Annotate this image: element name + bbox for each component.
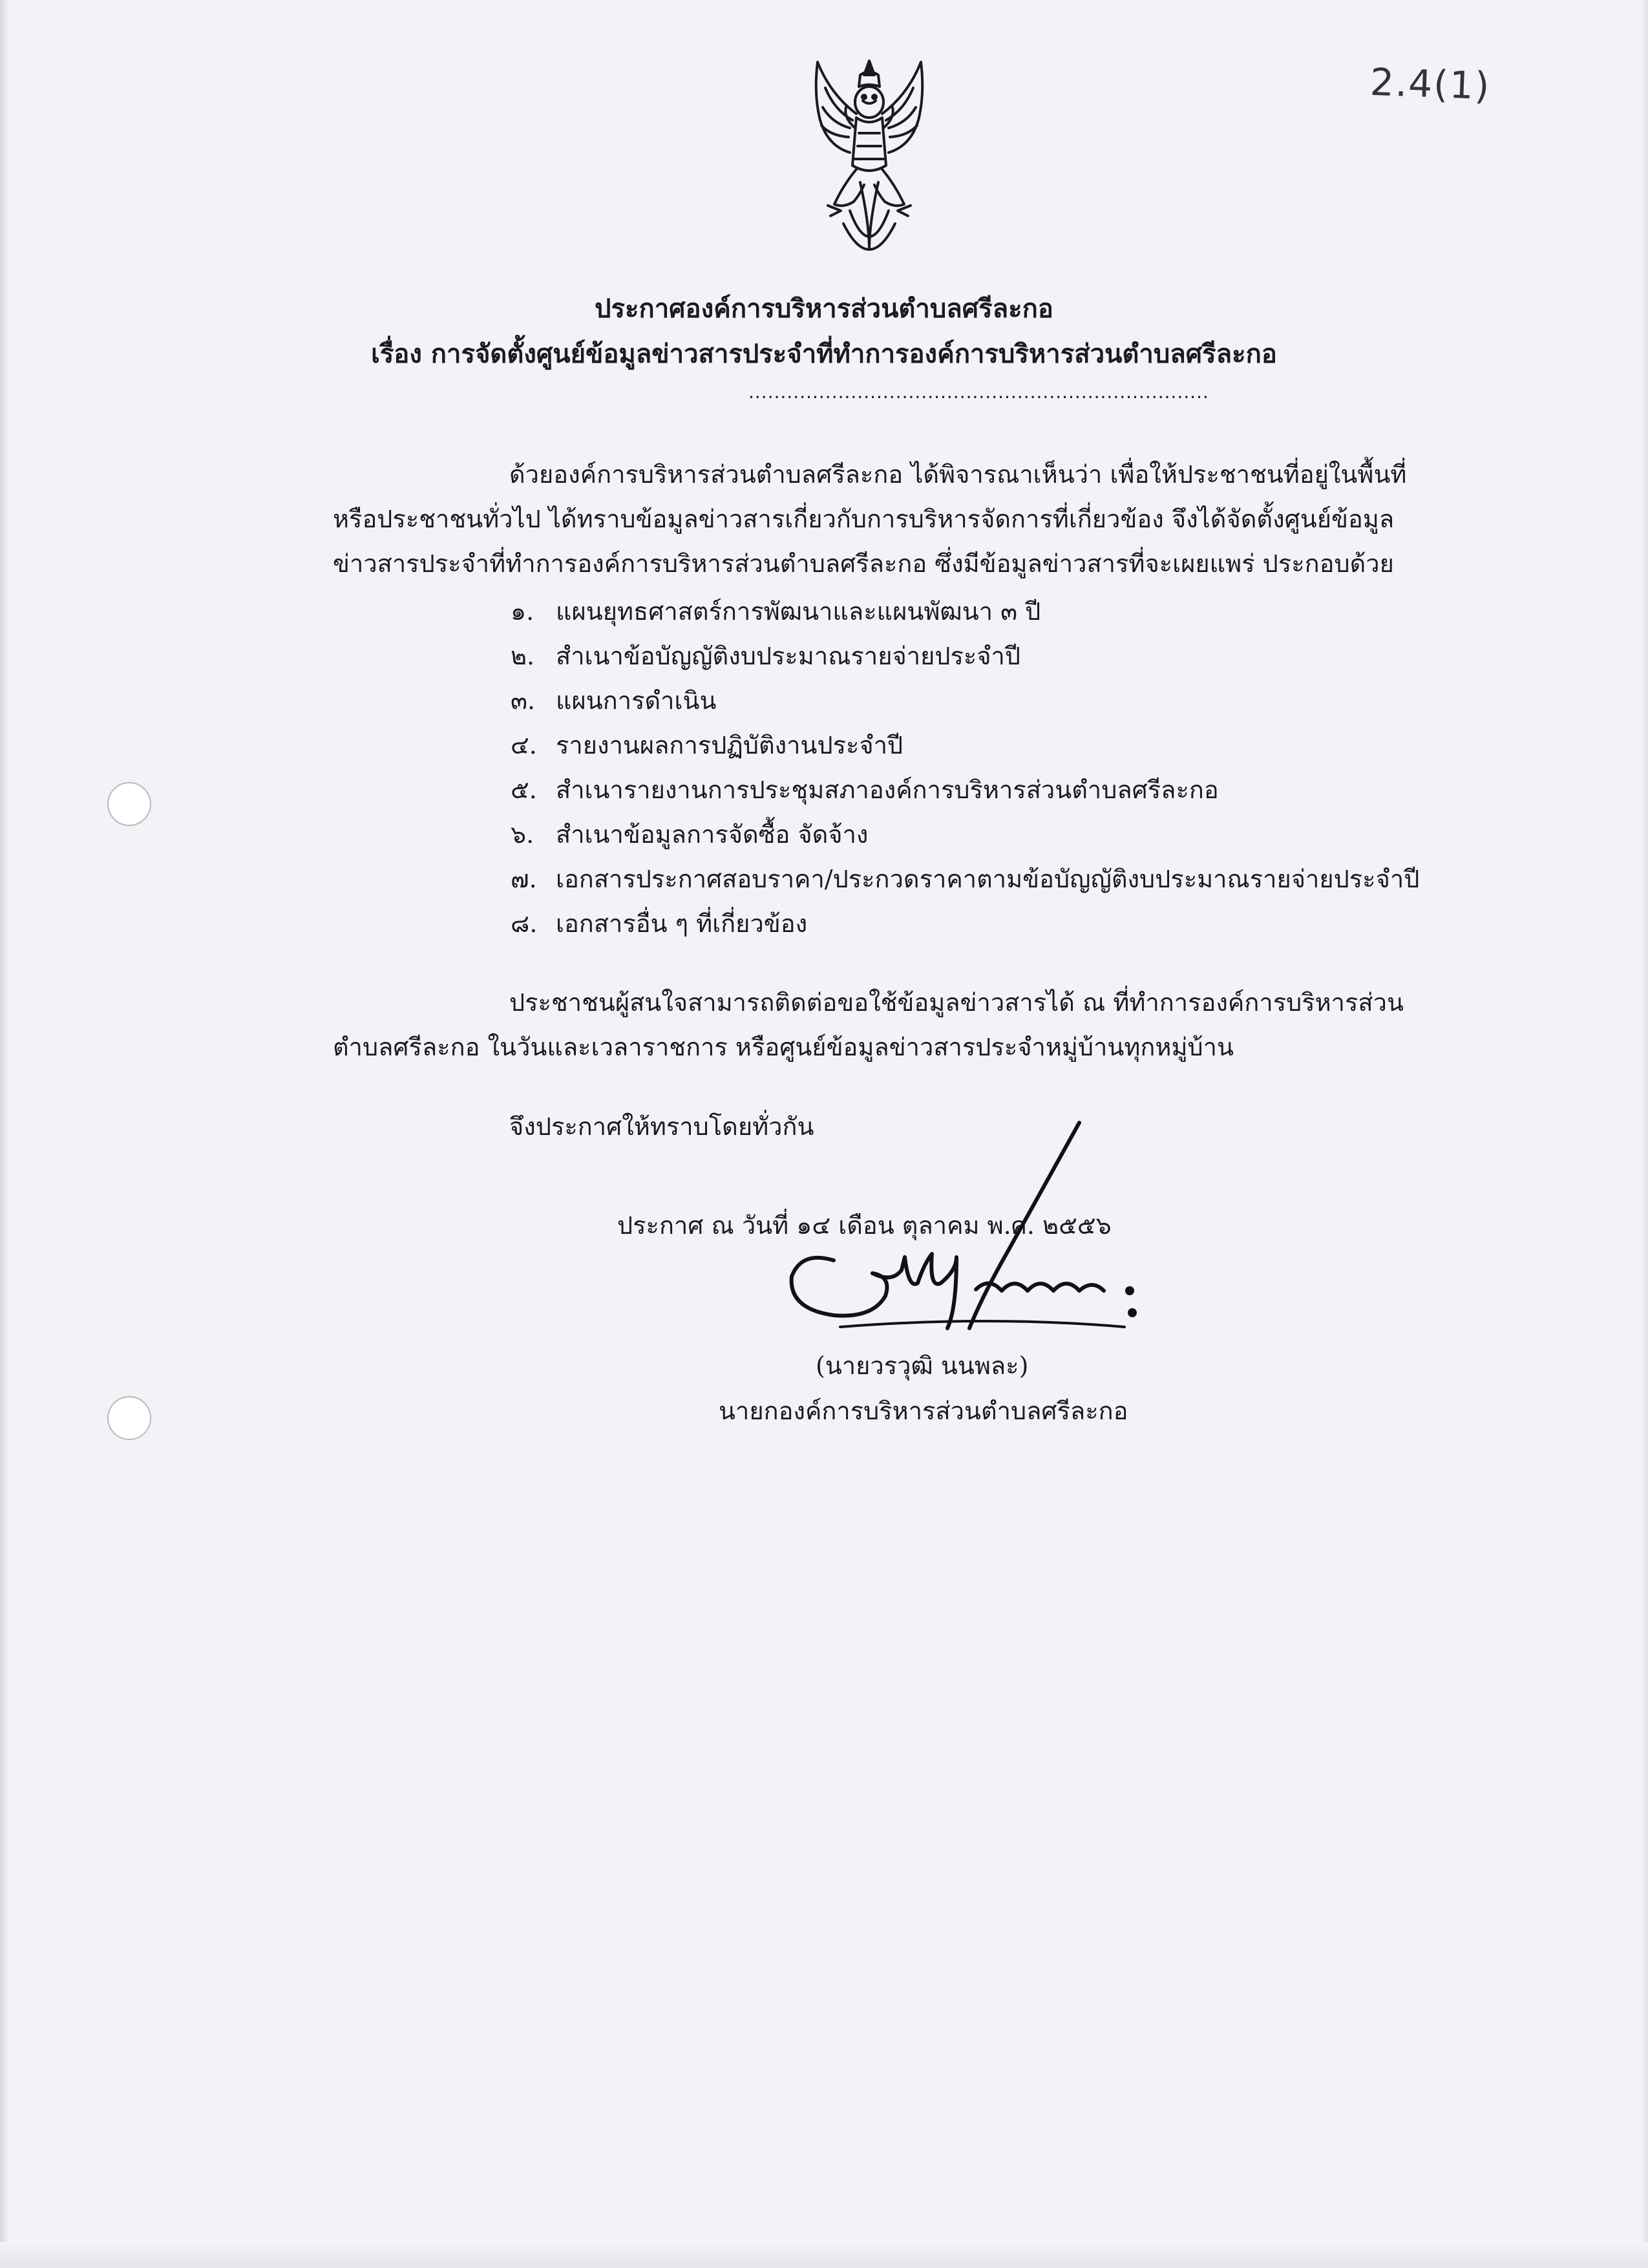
handwritten-signature [763,1121,1150,1367]
list-item-text: สำเนารายงานการประชุมสภาองค์การบริหารส่วนตำบลศรีละกอ [556,776,1219,804]
signatory-name: (นายวรวุฒิ นนพละ) [816,1351,1029,1380]
contact-line-1: ประชาชนผู้สนใจสามารถติดต่อขอใช้ข้อมูลข่าวสารได้ ณ ที่ทำการองค์การบริหารส่วน [509,988,1404,1017]
list-item [511,904,807,943]
garuda-emblem-icon [805,56,934,273]
closing-statement: จึงประกาศให้ทราบโดยทั่วกัน [509,1112,814,1141]
list-item-text: เอกสารประกาศสอบราคา/ประกวดราคาตามข้อบัญญัติงบประมาณรายจ่ายประจำปี [556,865,1420,893]
intro-line-3: ข่าวสารประจำที่ทำการองค์การบริหารส่วนตำบลศรีละกอ ซึ่งมีข้อมูลข่าวสารที่จะเผยแพร่ ประกอบด้วย [333,549,1394,578]
handwritten-corner-note: 2.4(1) [1369,59,1492,109]
list-item-number: ๔. [511,731,537,759]
punch-hole-upper [107,782,151,826]
list-item [511,636,1020,675]
list-item-number: ๑. [511,597,534,626]
list-item-number: ๖. [511,820,534,849]
punch-hole-lower [107,1396,151,1440]
title-divider: ........................................................................ [748,381,1209,403]
list-item [511,859,1419,898]
list-item-text: สำเนาข้อมูลการจัดซื้อ จัดจ้าง [556,820,869,849]
list-item [511,591,1041,631]
list-item-number: ๕. [511,776,537,804]
list-item [511,770,1219,809]
document-subject: เรื่อง การจัดตั้งศูนย์ข้อมูลข่าวสารประจำที่ทำการองค์การบริหารส่วนตำบลศรีละกอ [371,339,1277,369]
list-item-text: เอกสารอื่น ๆ ที่เกี่ยวข้อง [556,909,808,938]
list-item [511,814,868,854]
list-item-text: แผนการดำเนิน [556,686,717,715]
scan-edge-bottom [0,2242,1648,2268]
contact-line-2: ตำบลศรีละกอ ในวันและเวลาราชการ หรือศูนย์ข้อมูลข่าวสารประจำหมู่บ้านทุกหมู่บ้าน [333,1033,1234,1061]
announcement-date: ประกาศ ณ วันที่ ๑๔ เดือน ตุลาคม พ.ศ. ๒๕๕๖ [617,1211,1112,1240]
intro-line-2: หรือประชาชนทั่วไป ได้ทราบข้อมูลข่าวสารเกี่ยวกับการบริหารจัดการที่เกี่ยวข้อง จึงได้จัดตั้งศูนย์ข้อมูล [333,505,1395,533]
signatory-position: นายกองค์การบริหารส่วนตำบลศรีละกอ [719,1397,1128,1425]
list-item-number: ๗. [511,865,537,893]
list-item [511,725,903,765]
list-item-number: ๒. [511,642,535,670]
list-item-text: สำเนาข้อบัญญัติงบประมาณรายจ่ายประจำปี [556,642,1020,670]
list-item-number: ๓. [511,686,536,715]
list-item [511,681,716,720]
list-item-text: แผนยุทธศาสตร์การพัฒนาและแผนพัฒนา ๓ ปี [556,597,1041,626]
intro-line-1: ด้วยองค์การบริหารส่วนตำบลศรีละกอ ได้พิจารณาเห็นว่า เพื่อให้ประชาชนที่อยู่ในพื้นที่ [509,460,1407,489]
document-title: ประกาศองค์การบริหารส่วนตำบลศรีละกอ [595,293,1053,324]
list-item-text: รายงานผลการปฏิบัติงานประจำปี [556,731,903,759]
list-item-number: ๘. [511,909,538,938]
